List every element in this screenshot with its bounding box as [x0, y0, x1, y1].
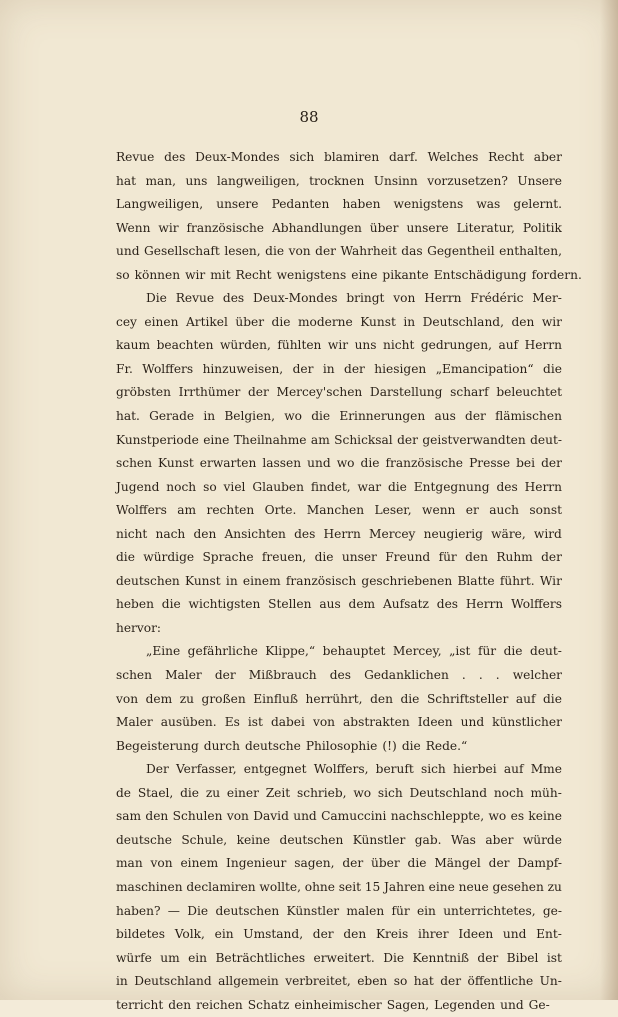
text-line: Der Verfasser, entgegnet Wolffers, beruft sich hierbei auf Mme	[146, 762, 562, 777]
paragraph	[116, 758, 562, 1017]
text-line: in Deutschland allgemein verbreitet, eben so hat der öffentliche Un-	[116, 974, 562, 989]
text-line: maschinen declamiren wollte, ohne seit 15 Jahren eine neue gesehen zu	[116, 879, 562, 894]
text-line: Kunstperiode eine Theilnahme am Schicksal der geistverwandten deut-	[116, 432, 562, 447]
paragraph	[116, 287, 562, 640]
text-line: Fr. Wolffers hinzuweisen, der in der hiesigen „Emancipation“ die	[116, 361, 562, 376]
text-line: man von einem Ingenieur sagen, der über die Mängel der Dampf-	[116, 856, 562, 871]
text-line: deutsche Schule, keine deutschen Künstler gab. Was aber würde	[116, 832, 562, 847]
body-text	[116, 146, 582, 1017]
text-line: nicht nach den Ansichten des Herrn Mercey neugierig wäre, wird	[116, 526, 562, 541]
text-line: so können wir mit Recht wenigstens eine pikante Entschädigung fordern.	[116, 267, 582, 282]
text-line: gröbsten Irrthümer der Mercey'schen Darstellung scharf beleuchtet	[116, 385, 562, 400]
text-line: Begeisterung durch deutsche Philosophie (!) die Rede.“	[116, 738, 468, 753]
text-line: bildetes Volk, ein Umstand, der den Kreis ihrer Ideen und Ent-	[116, 927, 562, 942]
page-number: 88	[299, 108, 319, 126]
text-line: von dem zu großen Einfluß herrührt, den die Schriftsteller auf die	[116, 691, 562, 706]
text-line: de Stael, die zu einer Zeit schrieb, wo sich Deutschland noch müh-	[116, 785, 562, 800]
text-line: schen Kunst erwarten lassen und wo die französische Presse bei der	[116, 456, 562, 471]
text-line: Jugend noch so viel Glauben findet, war die Entgegnung des Herrn	[116, 479, 562, 494]
text-line: haben? — Die deutschen Künstler malen für ein unterrichtetes, ge-	[116, 903, 562, 918]
text-line: hervor:	[116, 620, 162, 635]
page-edge-shadow	[600, 0, 618, 1000]
text-line: sam den Schulen von David und Camuccini nachschleppte, wo es keine	[116, 809, 562, 824]
text-line: Langweiligen, unsere Pedanten haben wenigstens was gelernt.	[116, 197, 562, 212]
text-line: Wenn wir französische Abhandlungen über unsere Literatur, Politik	[116, 220, 562, 235]
text-line: terricht den reichen Schatz einheimischer Sagen, Legenden und Ge-	[116, 997, 550, 1012]
text-line: hat. Gerade in Belgien, wo die Erinnerungen aus der flämischen	[116, 409, 562, 424]
text-line: schen Maler der Mißbrauch des Gedanklichen . . . welcher	[116, 668, 562, 683]
text-line: cey einen Artikel über die moderne Kunst in Deutschland, den wir	[116, 314, 562, 329]
text-line: Die Revue des Deux-Mondes bringt von Herrn Frédéric Mer-	[146, 291, 562, 306]
text-line: die würdige Sprache freuen, die unser Freund für den Ruhm der	[116, 550, 562, 565]
text-line: hat man, uns langweiligen, trocknen Unsinn vorzusetzen? Unsere	[116, 173, 562, 188]
text-line: Wolffers am rechten Orte. Manchen Leser, wenn er auch sonst	[116, 503, 562, 518]
text-line: „Eine gefährliche Klippe,“ behauptet Mercey, „ist für die deut-	[146, 644, 562, 659]
text-line: Maler ausüben. Es ist dabei von abstrakten Ideen und künstlicher	[116, 715, 562, 730]
text-line: und Gesellschaft lesen, die von der Wahrheit das Gegentheil enthalten,	[116, 244, 562, 259]
text-line: Revue des Deux-Mondes sich blamiren darf. Welches Recht aber	[116, 150, 562, 164]
text-line: kaum beachten würden, fühlten wir uns nicht gedrungen, auf Herrn	[116, 338, 562, 353]
paragraph	[116, 146, 582, 287]
paragraph	[116, 640, 562, 758]
text-line: heben die wichtigsten Stellen aus dem Aufsatz des Herrn Wolffers	[116, 597, 562, 612]
text-line: deutschen Kunst in einem französisch geschriebenen Blatte führt. Wir	[116, 573, 562, 588]
text-line: würfe um ein Beträchtliches erweitert. Die Kenntniß der Bibel ist	[116, 950, 562, 965]
